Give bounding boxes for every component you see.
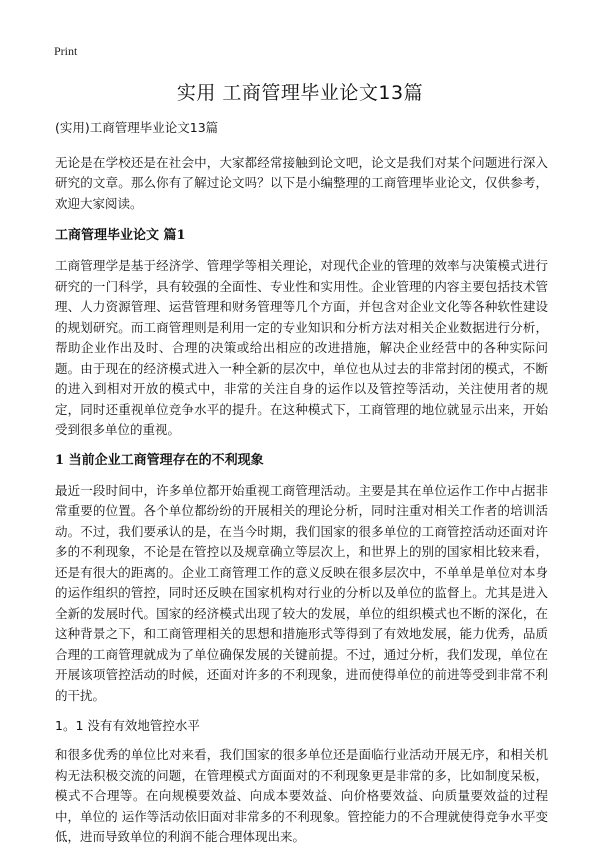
document-body <box>55 118 548 858</box>
subsection-heading: 1 当前企业工商管理存在的不利现象 <box>55 452 264 468</box>
intro-paragraph: 无论是在学校还是在社会中，大家都经常接触到论文吧，论文是我们对某个问题进行深入研究的文章。那么你有了解过论文吗？以下是小编整理的工商管理毕业论文，仅供参考，欢迎大家阅读。 <box>55 154 548 211</box>
page-title: 实用 工商管理毕业论文13篇 <box>176 82 424 104</box>
document-subtitle: (实用)工商管理毕业论文13篇 <box>55 120 219 135</box>
section-heading: 工商管理毕业论文 篇1 <box>55 228 186 243</box>
body-paragraph: 工商管理学是基于经济学、管理学等相关理论，对现代企业的管理的效率与决策模式进行研究的一门科学，具有较强的全面性、专业性和实用性。企业管理的内容主要包括技术管理、人力资源管理、运营管理和财务管理等几个方面，并包含对企业文化等各种软性建设的规划研究。而工商管理则是利用一定的专业知识和分析方法对相关企业数据进行分析，帮助企业作出及时、合理的决策或给出相应的改进措施，解决企业经营中的各种实际问题。由于现在的经济模式进入一种全新的层次中，单位也从过去的非常封闭的模式，不断的进入到相对开放的模式中，非常的关注自身的运作以及管控等活动，关注使用者的规定，同时还重视单位竞争水平的提升。在这种模式下，工商管理的地位就显示出来，开始受到很多单位的重视。 <box>55 258 548 437</box>
body-paragraph: 和很多优秀的单位比对来看，我们国家的很多单位还是面临行业活动开展无序，和相关机构无法积极交流的问题，在管理模式方面面对的不利现象更是非常的多，比如制度呆板，模式不合理等。在向规模要效益、向成本要效益、向价格要效益、向质量要效益的过程中，单位的 运作等活动依旧面对非常多的不利现象。管控能力的不合理就使得竞争水平变低，进而导致单位的利润不能合理体现出来。 <box>55 747 548 844</box>
print-link[interactable]: Print <box>54 44 78 58</box>
body-paragraph: 最近一段时间中，许多单位都开始重视工商管理活动。主要是其在单位运作工作中占据非常重要的位置。各个单位都纷纷的开展相关的理论分析，同时注重对相关工作者的培训活动。不过，我们要承认的是，在当今时期，我们国家的很多单位的工商管控活动还面对许多的不利现象，不论是在管控以及规章确立等层次上，和世界上的别的国家相比较来看，还是有很大的距离的。企业工商管理工作的意义反映在很多层次中，不单单是单位对本身的运作组织的管控，同时还反映在国家机构对行业的分析以及单位的监督上。尤其是进入全新的发展时代。国家的经济模式出现了较大的发展，单位的组织模式也不断的深化，在这种背景之下，和工商管理相关的思想和措施形式等得到了有效地发展，能力优秀，品质合理的工商管理就成为了单位确保发展的关键前提。不过，通过分析，我们发现，单位在开展该项管控活动的时候，还面对许多的不利现象，进而使得单位的前进等受到非常不利的干扰。 <box>55 482 548 703</box>
subsection-subheading: 1。1 没有有效地管控水平 <box>55 718 200 733</box>
